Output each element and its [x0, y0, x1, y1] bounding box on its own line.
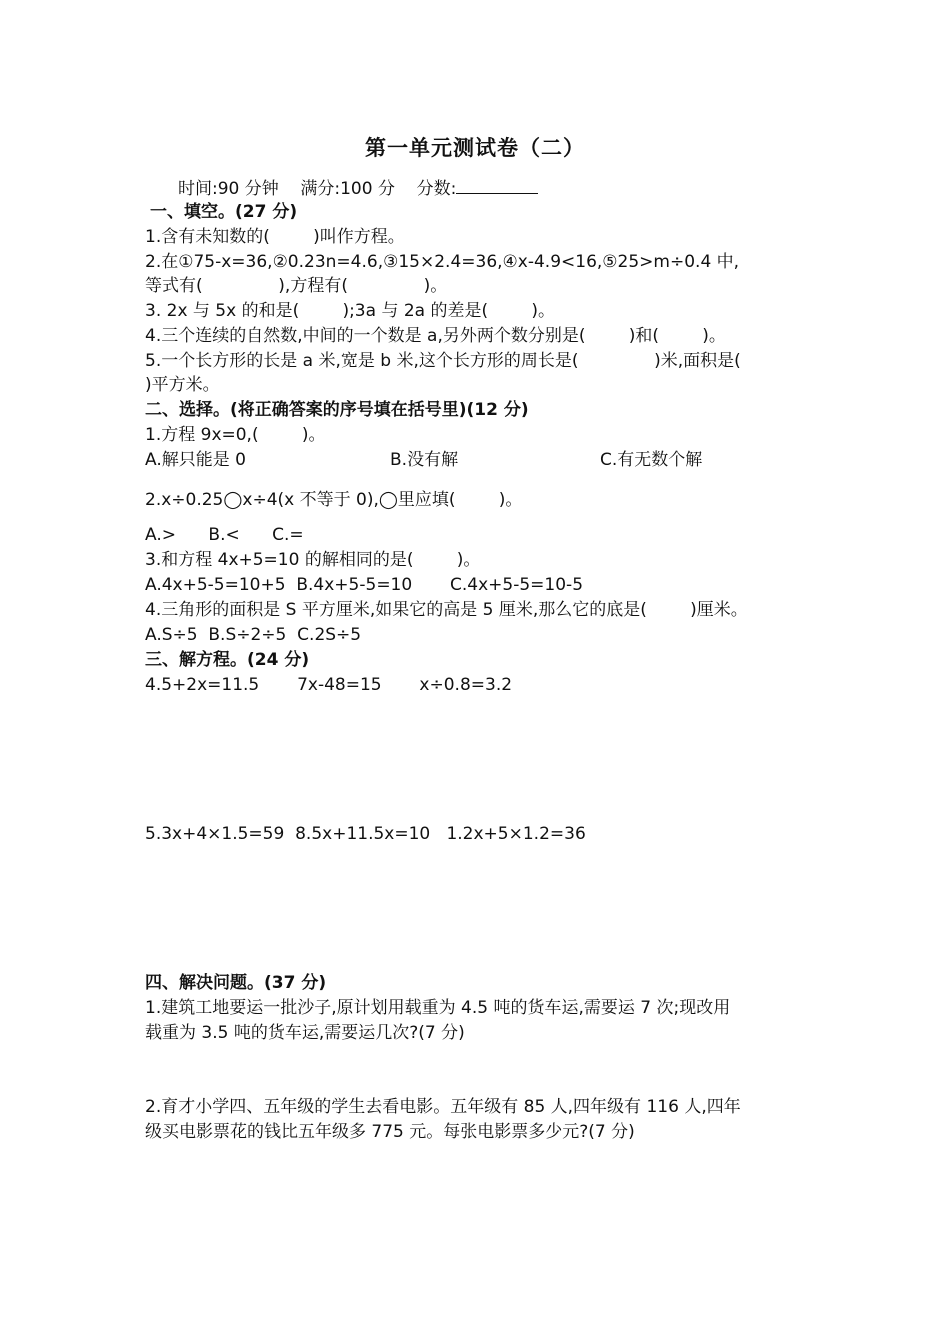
section-choice: 二、选择。(将正确答案的序号填在括号里)(12 分) — [145, 400, 529, 420]
choice-q1-option-c: C.有无数个解 — [600, 450, 703, 470]
fill-question-4: 4.三个连续的自然数,中间的一个数是 a,另外两个数分别是( )和( )。 — [145, 326, 726, 346]
score-blank[interactable] — [456, 175, 538, 194]
fill-question-2-cont: 等式有( ),方程有( )。 — [145, 276, 448, 296]
choice-question-1: 1.方程 9x=0,( )。 — [145, 425, 326, 445]
choice-q2-options: A.> B.< C.= — [145, 525, 304, 545]
choice-q4-options: A.S÷5 B.S÷2÷5 C.2S÷5 — [145, 625, 362, 645]
fill-question-5-cont: )平方米。 — [145, 375, 220, 395]
full-score: 满分:100 分 — [300, 179, 395, 199]
choice-question-2: 2.x÷0.25◯x÷4(x 不等于 0),◯里应填( )。 — [145, 490, 523, 510]
choice-q1-option-a: A.解只能是 0 — [145, 450, 246, 470]
fill-question-5: 5.一个长方形的长是 a 米,宽是 b 米,这个长方形的周长是( )米,面积是( — [145, 351, 741, 371]
section-fill-in: 一、填空。(27 分) — [150, 202, 298, 222]
section-equations: 三、解方程。(24 分) — [145, 650, 310, 670]
choice-question-3: 3.和方程 4x+5=10 的解相同的是( )。 — [145, 550, 481, 570]
choice-question-4: 4.三角形的面积是 S 平方厘米,如果它的高是 5 厘米,那么它的底是( )厘米。 — [145, 600, 748, 620]
choice-q1-option-b: B.没有解 — [390, 450, 459, 470]
time-limit: 时间:90 分钟 — [178, 179, 279, 199]
score-label: 分数: — [416, 179, 457, 199]
exam-meta — [178, 175, 538, 201]
fill-question-1: 1.含有未知数的( )叫作方程。 — [145, 227, 405, 247]
equations-row-2: 5.3x+4×1.5=59 8.5x+11.5x=10 1.2x+5×1.2=36 — [145, 824, 586, 844]
page-title: 第一单元测试卷（二） — [365, 135, 585, 160]
word-problem-2: 2.育才小学四、五年级的学生去看电影。五年级有 85 人,四年级有 116 人,四年 — [145, 1097, 741, 1117]
equations-row-1: 4.5+2x=11.5 7x-48=15 x÷0.8=3.2 — [145, 675, 513, 695]
fill-question-2: 2.在①75-x=36,②0.23n=4.6,③15×2.4=36,④x-4.9<16,⑤25>m÷0.4 中, — [145, 252, 740, 272]
choice-q3-options: A.4x+5-5=10+5 B.4x+5-5=10 C.4x+5-5=10-5 — [145, 575, 584, 595]
word-problem-1: 1.建筑工地要运一批沙子,原计划用载重为 4.5 吨的货车运,需要运 7 次;现改用 — [145, 998, 731, 1018]
section-word-problems: 四、解决问题。(37 分) — [145, 973, 327, 993]
fill-question-3: 3. 2x 与 5x 的和是( );3a 与 2a 的差是( )。 — [145, 301, 555, 321]
word-problem-1-cont: 载重为 3.5 吨的货车运,需要运几次?(7 分) — [145, 1023, 465, 1043]
word-problem-2-cont: 级买电影票花的钱比五年级多 775 元。每张电影票多少元?(7 分) — [145, 1122, 635, 1142]
